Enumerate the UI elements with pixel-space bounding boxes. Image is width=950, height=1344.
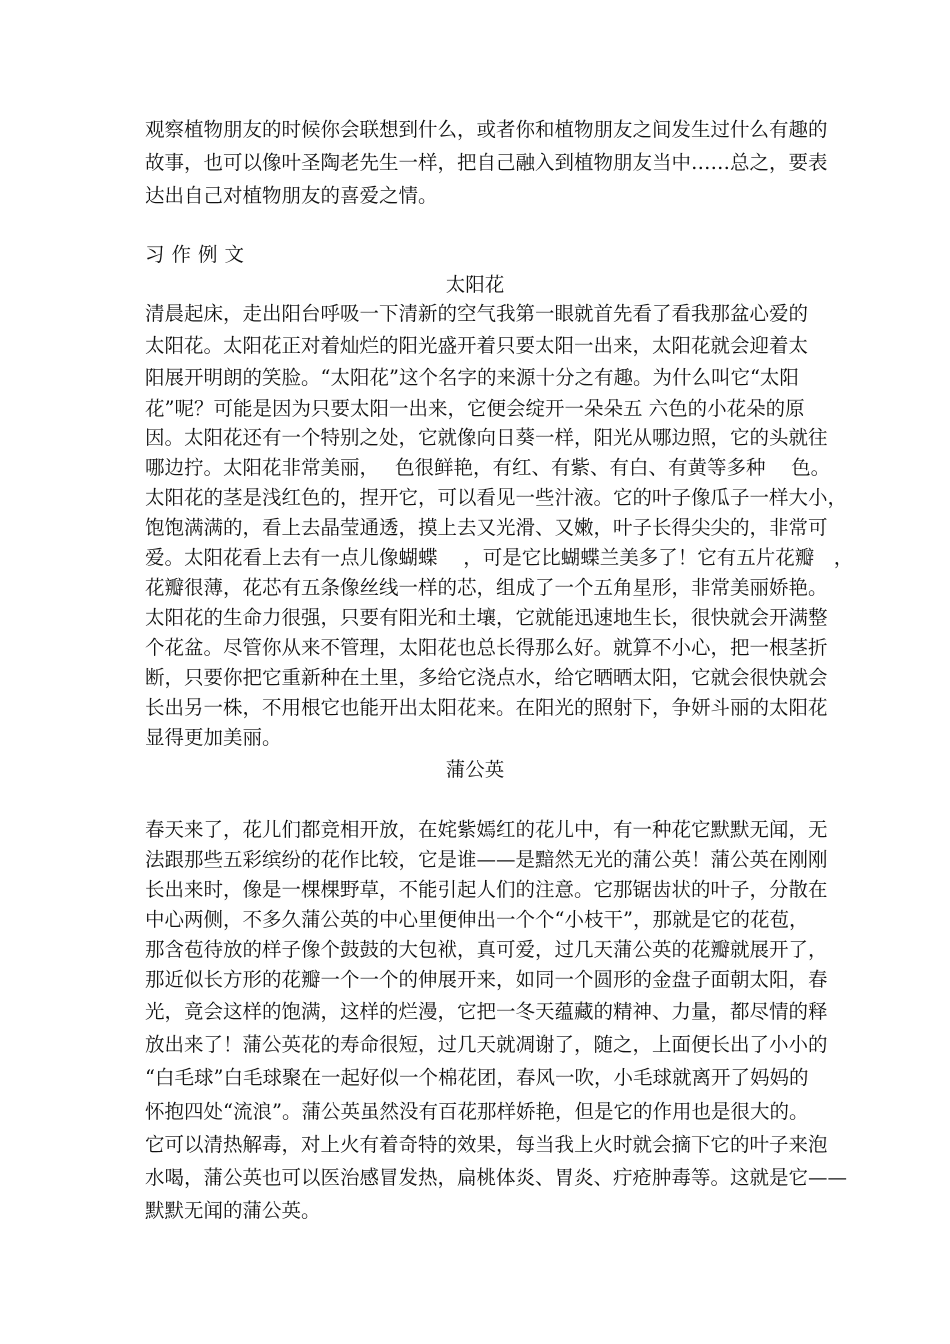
essay2-line: 怀抱四处“流浪”。蒲公英虽然没有百花那样娇艳，但是它的作用也是很大的。: [145, 1100, 809, 1123]
essay1-line: 爱。太阳花看上去有一点儿像蝴蝶 ，可是它比蝴蝶兰美多了！它有五片花瓣 ，: [145, 546, 854, 569]
essay2-line: 水喝，蒲公英也可以医治感冒发热，扁桃体炎、胃炎、疔疮肿毒等。这就是它——: [145, 1166, 848, 1189]
essay1-line: 因。太阳花还有一个特别之处，它就像向日葵一样，阳光从哪边照，它的头就往: [145, 426, 828, 449]
essay2-line: “白毛球”白毛球聚在一起好似一个棉花团，春风一吹，小毛球就离开了妈妈的: [145, 1066, 809, 1089]
essay1-line: 饱饱满满的，看上去晶莹通透，摸上去又光滑、又嫩，叶子长得尖尖的，非常可: [145, 516, 828, 539]
essay1-line: 个花盆。尽管你从来不管理，太阳花也总长得那么好。就算不小心，把一根茎折: [145, 636, 828, 659]
essay2-line: 那近似长方形的花瓣一个一个的伸展开来，如同一个圆形的金盘子面朝太阳，春: [145, 968, 828, 991]
essay2-line: 光，竟会这样的饱满，这样的烂漫，它把一冬天蕴藏的精神、力量，都尽情的释: [145, 1000, 828, 1023]
intro-line: 达出自己对植物朋友的喜爱之情。: [145, 184, 438, 207]
essay2-line: 春天来了，花儿们都竞相开放，在姹紫嫣红的花儿中，有一种花它默默无闻，无: [145, 818, 828, 841]
section-label: 习作例文: [145, 243, 252, 266]
essay2-line: 放出来了！蒲公英花的寿命很短，过几天就凋谢了，随之，上面便长出了小小的: [145, 1033, 828, 1056]
essay2-line: 中心两侧，不多久蒲公英的中心里便伸出一个个“小枝干”，那就是它的花苞，: [145, 908, 809, 931]
essay2-line: 法跟那些五彩缤纷的花作比较，它是谁——是黯然无光的蒲公英！蒲公英在刚刚: [145, 848, 828, 871]
essay1-line: 太阳花的茎是浅红色的，捏开它，可以看见一些汁液。它的叶子像瓜子一样大小，: [145, 486, 848, 509]
essay1-line: 太阳花的生命力很强，只要有阳光和土壤，它就能迅速地生长，很快就会开满整: [145, 606, 828, 629]
essay1-line: 长出另一株，不用根它也能开出太阳花来。在阳光的照射下，争妍斗丽的太阳花: [145, 696, 828, 719]
essay1-line: 清晨起床，走出阳台呼吸一下清新的空气我第一眼就首先看了看我那盆心爱的: [145, 302, 809, 325]
essay2-line: 它可以清热解毒，对上火有着奇特的效果，每当我上火时就会摘下它的叶子来泡: [145, 1133, 828, 1156]
essay1-line: 花瓣很薄，花芯有五条像丝线一样的芯，组成了一个五角星形，非常美丽娇艳。: [145, 576, 828, 599]
essay1-line: 阳展开明朗的笑脸。“太阳花”这个名字的来源十分之有趣。为什么叫它“太阳: [145, 366, 799, 389]
essay1-line: 花”呢？可能是因为只要太阳一出来，它便会绽开一朵朵五 六色的小花朵的原: [145, 397, 805, 420]
essay1-line: 太阳花。太阳花正对着灿烂的阳光盛开着只要太阳一出来，太阳花就会迎着太: [145, 334, 809, 357]
essay1-line: 显得更加美丽。: [145, 726, 282, 749]
intro-line: 故事，也可以像叶圣陶老先生一样，把自己融入到植物朋友当中……总之，要表: [145, 151, 828, 174]
intro-line: 观察植物朋友的时候你会联想到什么，或者你和植物朋友之间发生过什么有趣的: [145, 118, 828, 141]
essay2-line: 长出来时，像是一棵棵野草，不能引起人们的注意。它那锯齿状的叶子，分散在: [145, 878, 828, 901]
essay1-line: 断，只要你把它重新种在土里，多给它浇点水，给它晒晒太阳，它就会很快就会: [145, 666, 828, 689]
essay2-line: 默默无闻的蒲公英。: [145, 1199, 321, 1222]
essay-title-dandelion: 蒲公英: [445, 758, 505, 781]
essay-title-sunflower: 太阳花: [445, 273, 505, 296]
essay2-line: 那含苞待放的样子像个鼓鼓的大包袱，真可爱，过几天蒲公英的花瓣就展开了，: [145, 938, 828, 961]
essay1-line: 哪边拧。太阳花非常美丽， 色很鲜艳，有红、有紫、有白、有黄等多种 色。: [145, 456, 831, 479]
